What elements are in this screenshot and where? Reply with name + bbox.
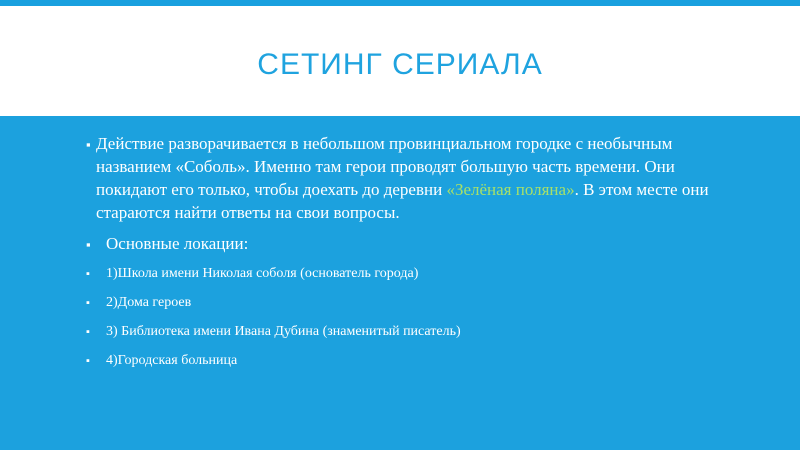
content-panel [0,116,800,450]
bullet-list [86,132,736,370]
paragraph-text [96,132,736,224]
location-text: 4)Городская больница [106,353,238,368]
locations-heading: Основные локации: [106,234,249,253]
bullet-marker-icon: ▪ [86,268,90,280]
list-item-location [86,294,736,312]
location-text: 1)Школа имени Николая соболя (основатель города) [106,266,419,281]
bullet-marker-icon: ▪ [86,237,91,252]
title-area [0,6,800,116]
location-text: 2)Дома героев [106,295,192,310]
bullet-paragraph-setting [86,132,736,224]
bullet-marker-icon: ▪ [86,355,90,367]
paragraph-part1: Действие разворачивается в небольшом провинциальном городке с необычным названием «Соболь». Именно там герои проводят большую часть времени. Они покидают его только, чтобы доехать до деревни [96,134,675,199]
list-item-location [86,352,736,370]
list-item-location [86,265,736,283]
list-item-location [86,323,736,341]
slide-title: СЕТИНГ СЕРИАЛА [257,48,543,81]
bullet-marker-icon: ▪ [86,326,90,338]
paragraph-part2: . В этом месте они стараются найти ответы на свои вопросы. [96,180,709,222]
bullet-marker-icon: ▪ [86,297,90,309]
bullet-locations-heading [86,232,736,255]
bullet-marker-icon: ▪ [86,137,91,152]
village-name-highlight: «Зелёная поляна» [446,180,575,199]
location-text: 3) Библиотека имени Ивана Дубина (знаменитый писатель) [106,324,461,339]
